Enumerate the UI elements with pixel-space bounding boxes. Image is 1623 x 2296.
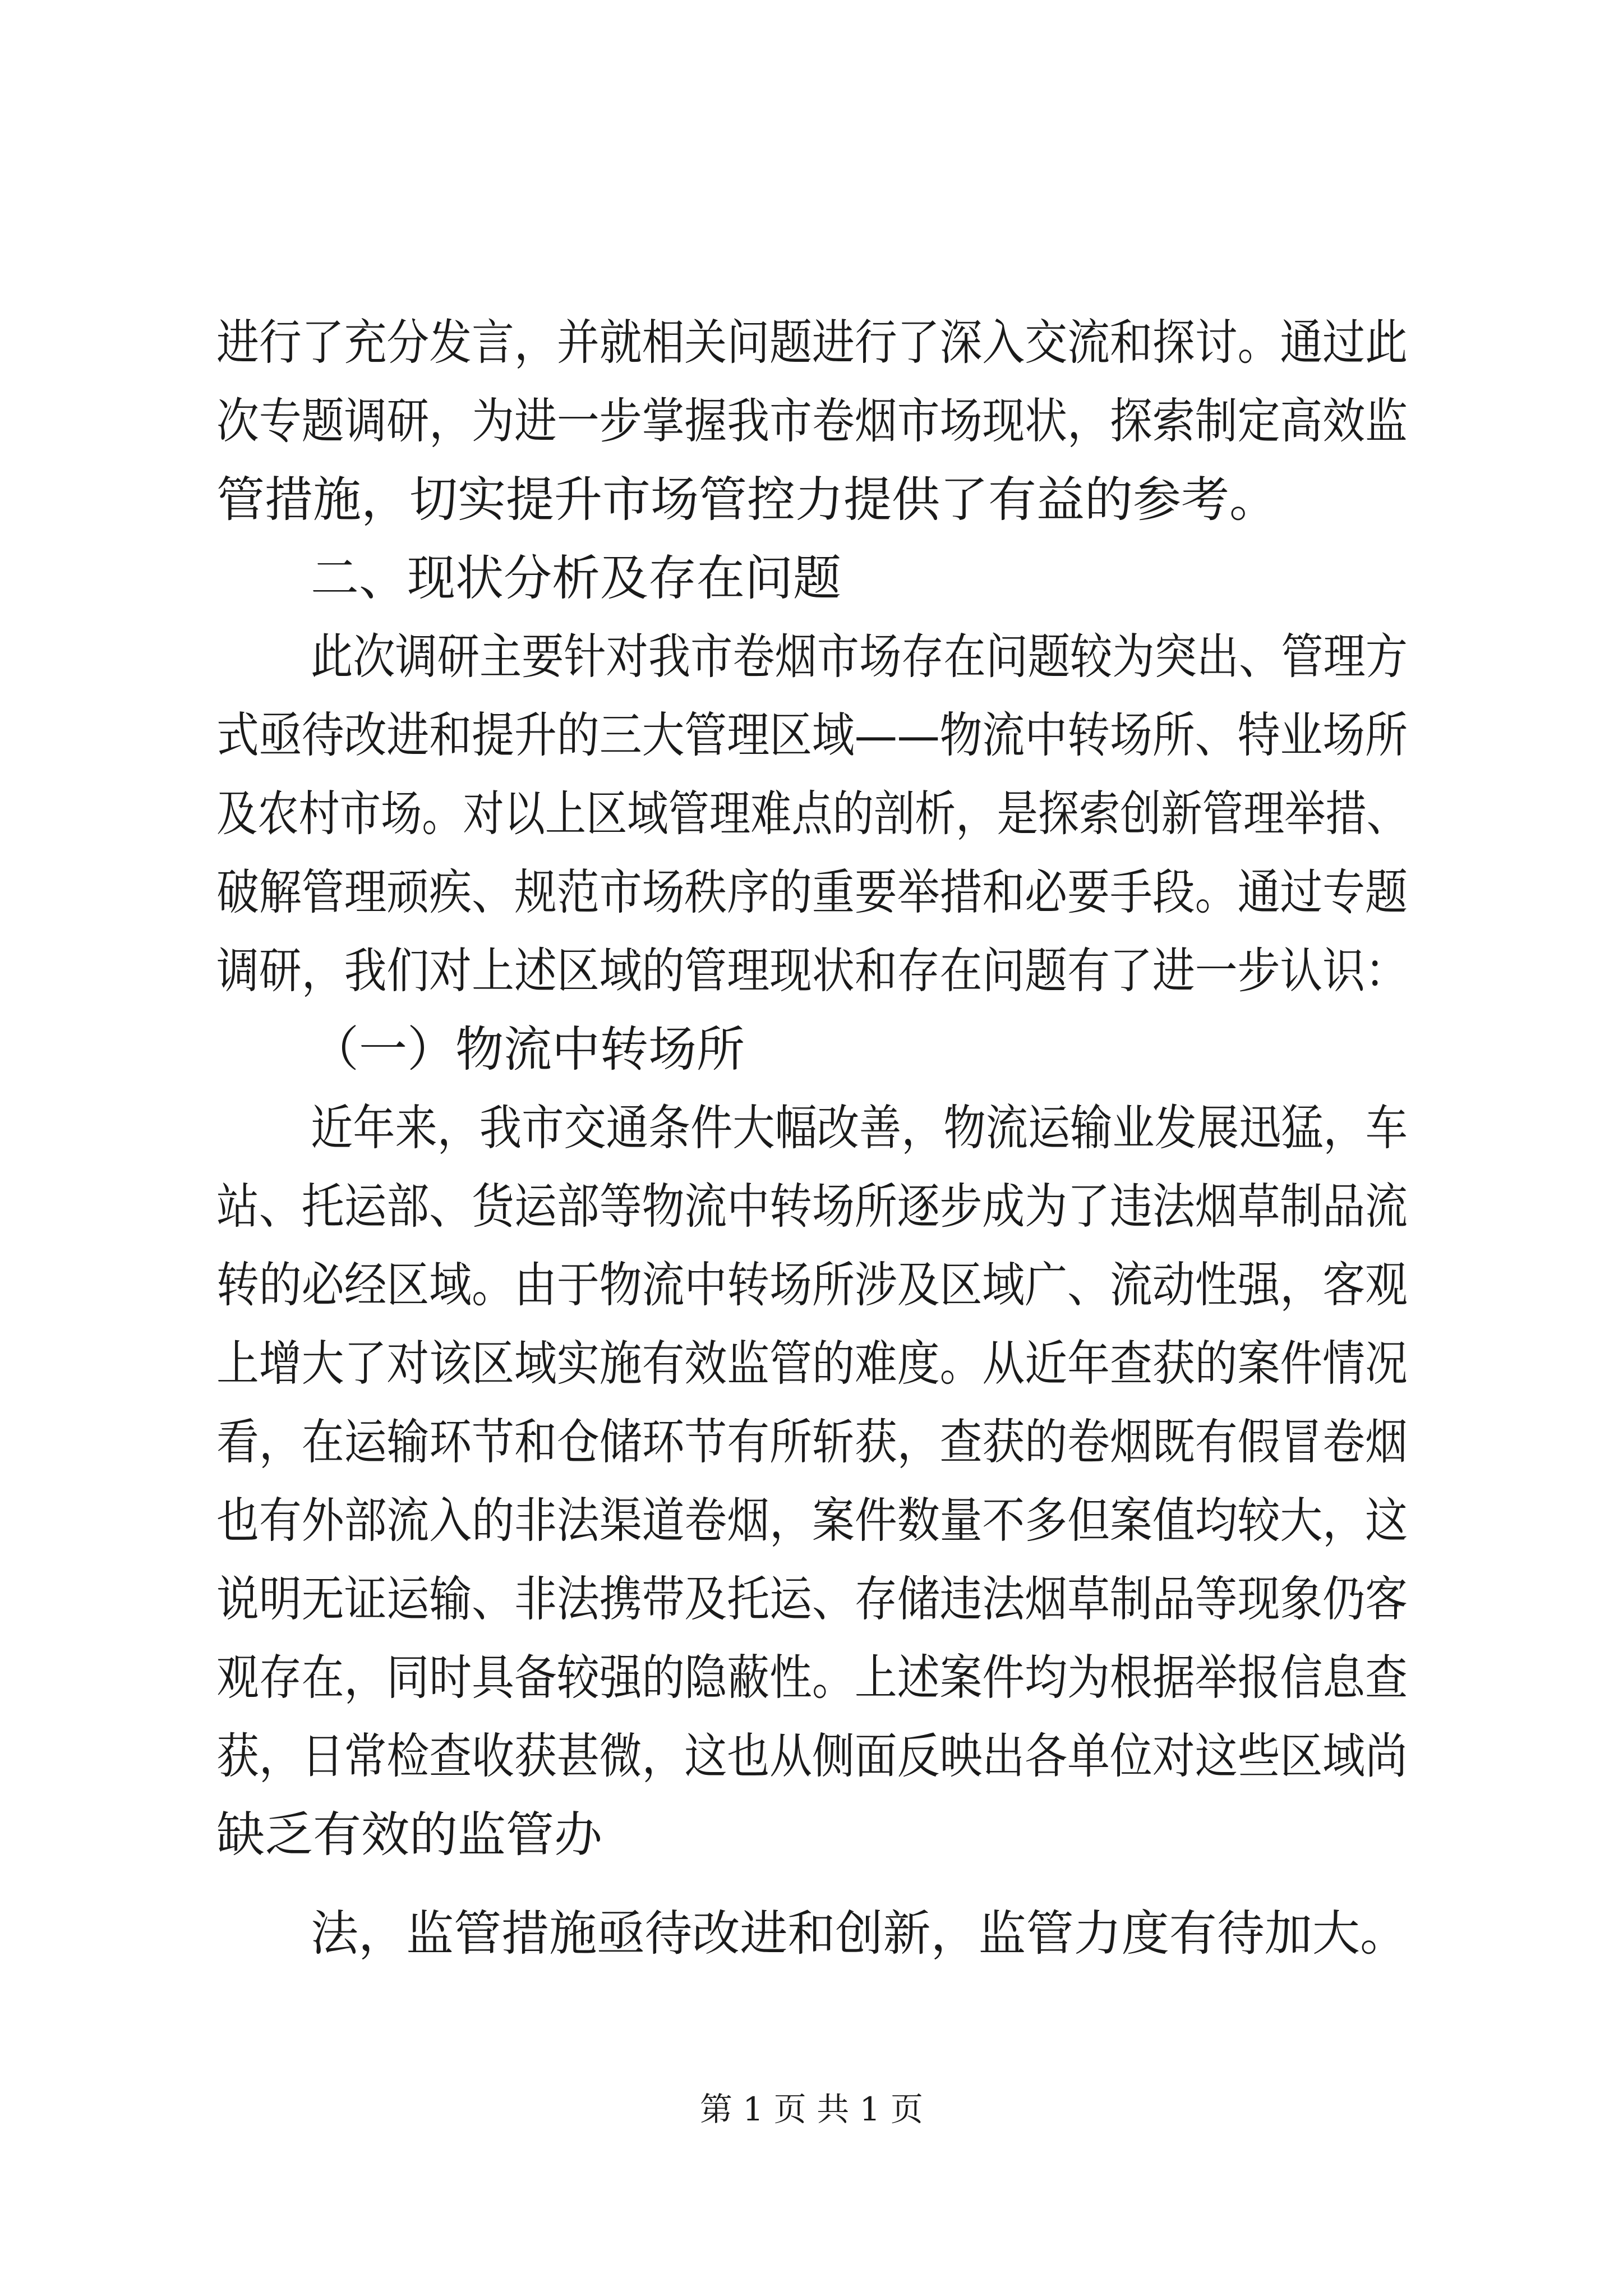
text-line [0,1170,1623,1243]
line-text: 观存在，同时具备较强的隐蔽性。上述案件均为根据举报信息查 [216,1650,1408,1706]
text-line [0,1897,1623,1970]
line-text: 破解管理顽疾、规范市场秩序的重要举措和必要手段。通过专题 [216,864,1408,921]
text-line [0,1406,1623,1479]
text-line [0,1720,1623,1793]
line-text: 说明无证运输、非法携带及托运、存储违法烟草制品等现象仍客 [216,1571,1408,1627]
line-text: 及农村市场。对以上区域管理难点的剖析，是探索创新管理举措、 [216,786,1408,842]
text-line [0,620,1623,693]
text-line [0,1327,1623,1400]
line-text: 近年来，我市交通条件大幅改善，物流运输业发展迅猛，车 [311,1100,1408,1156]
text-line [0,777,1623,850]
line-text: 获，日常检查收获甚微，这也从侧面反映出各单位对这些区域尚 [216,1728,1408,1784]
text-line [0,1092,1623,1165]
text-line [0,856,1623,929]
line-text: 调研，我们对上述区域的管理现状和存在问题有了进一步认识： [216,943,1408,999]
line-text: 管措施，切实提升市场管控力提供了有益的参考。 [216,472,1278,528]
line-text: 次专题调研，为进一步掌握我市卷烟市场现状，探索制定高效监 [216,393,1408,449]
line-text: 缺乏有效的监管办 [216,1807,602,1863]
text-line [0,306,1623,379]
page-number: 第 1 页 共 1 页 [700,2090,923,2128]
line-text: 二、现状分析及存在问题 [311,550,841,606]
text-line [0,385,1623,458]
text-line [0,1798,1623,1871]
line-text: （一）物流中转场所 [311,1022,745,1078]
text-line [0,935,1623,1007]
subsection-heading [0,1013,1623,1086]
line-text: 此次调研主要针对我市卷烟市场存在问题较为突出、管理方 [311,629,1408,685]
page-footer [0,2084,1623,2134]
text-line [0,1484,1623,1557]
text-line [0,1249,1623,1322]
line-text: 式亟待改进和提升的三大管理区域——物流中转场所、特业场所 [216,707,1408,763]
text-line [0,1641,1623,1714]
line-text: 进行了充分发言，并就相关问题进行了深入交流和探讨。通过此 [216,315,1408,371]
text-line [0,699,1623,772]
line-text: 上增大了对该区域实施有效监管的难度。从近年查获的案件情况 [216,1336,1408,1392]
text-line [0,463,1623,536]
line-text: 法，监管措施亟待改进和创新，监管力度有待加大。 [311,1906,1408,1962]
line-text: 站、托运部、货运部等物流中转场所逐步成为了违法烟草制品流 [216,1179,1408,1235]
line-text: 看，在运输环节和仓储环节有所斩获，查获的卷烟既有假冒卷烟 [216,1414,1408,1470]
section-heading [0,542,1623,615]
line-text: 也有外部流入的非法渠道卷烟，案件数量不多但案值均较大，这 [216,1493,1408,1549]
text-line [0,1563,1623,1636]
line-text: 转的必经区域。由于物流中转场所涉及区域广、流动性强，客观 [216,1257,1408,1313]
